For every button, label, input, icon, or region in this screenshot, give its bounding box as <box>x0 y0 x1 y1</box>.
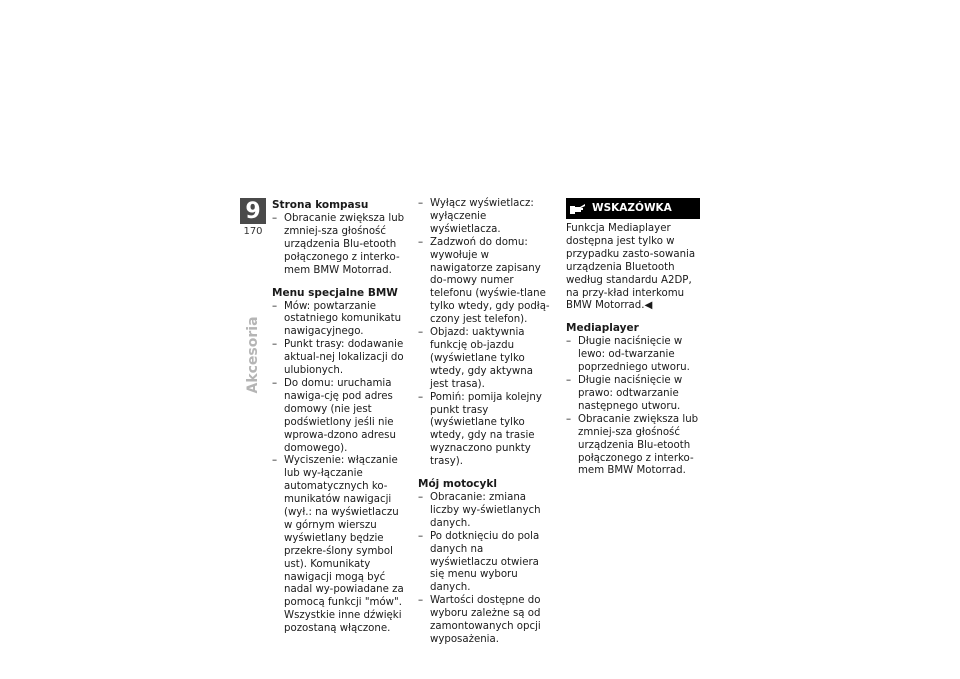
note-text: Funkcja Mediaplayer dostępna jest tylko w przypadku zasto-sowania urządzenia Bluetooth według standardu A2DP, na przy-kład interkomu BMW Motorrad.◀ <box>566 223 696 312</box>
list-item: – Wartości dostępne do wyboru zależne są od zamontowanych opcji wyposażenia. <box>418 595 552 647</box>
heading-bmw-special-menu: Menu specjalne BMW <box>272 286 398 299</box>
list-item: – Długie naciśnięcie w lewo: od-twarzanie poprzedniego utworu. <box>566 336 700 375</box>
heading-compass-page: Strona kompasu <box>272 199 369 211</box>
mediaplayer-list <box>566 336 700 478</box>
page-number: 170 <box>243 226 263 237</box>
list-item: – Wyłącz wyświetlacz: wyłączenie wyświetlacza. <box>418 198 552 237</box>
section-label: Akcesoria <box>245 316 261 394</box>
my-motorcycle-list <box>418 492 552 647</box>
list-item: – Obracanie zwiększa lub zmniej-sza głośność urządzenia Blu-etooth połączonego z interko-mem BMW Motorrad. <box>272 213 408 278</box>
column-2 <box>418 198 552 647</box>
list-item: – Długie naciśnięcie w prawo: odtwarzanie następnego utworu. <box>566 375 700 414</box>
list-item: – Punkt trasy: dodawanie aktual-nej lokalizacji do ulubionych. <box>272 339 408 378</box>
note-header <box>566 198 700 219</box>
heading-mediaplayer: Mediaplayer <box>566 322 639 335</box>
column-3 <box>566 198 700 478</box>
list-item: – Po dotknięciu do pola danych na wyświetlaczu otwiera się menu wyboru danych. <box>418 531 552 596</box>
list-item: – Obracanie: zmiana liczby wy-świetlanych danych. <box>418 492 552 531</box>
list-item: – Do domu: uruchamia nawiga-cję pod adres domowy (nie jest podświetlony jeśli nie wprowa-dzono adresu domowego). <box>272 378 408 455</box>
special-menu-list-cont <box>418 198 552 469</box>
special-menu-list <box>272 301 408 637</box>
note-title: WSKAZÓWKA <box>592 202 672 215</box>
list-item: – Pomiń: pomija kolejny punkt trasy (wyświetlane tylko wtedy, gdy na trasie wyznaczono punkty trasy). <box>418 392 552 469</box>
list-item: – Wyciszenie: włączanie lub wy-łączanie automatycznych ko-munikatów nawigacji (wył.: na wyświetlaczu w górnym wierszu wyświetlany będzie przekre-ślony symbol ust). Komunikaty nawigacji mogą być nadal wy-powiadane za pomocą funkcji "mów". Wszystkie inne dźwięki pozostaną włączone. <box>272 455 408 636</box>
heading-my-motorcycle: Mój motocykl <box>418 478 497 491</box>
chapter-number: 9 <box>240 198 266 224</box>
compass-list <box>272 213 408 278</box>
column-1 <box>272 198 408 636</box>
list-item: – Obracanie zwiększa lub zmniej-sza głośność urządzenia Blu-etooth połączonego z interko-mem BMW Motorrad. <box>566 414 700 479</box>
hand-pointing-icon <box>570 203 586 214</box>
list-item: – Mów: powtarzanie ostatniego komunikatu nawigacyjnego. <box>272 301 408 340</box>
list-item: – Objazd: uaktywnia funkcję ob-jazdu (wyświetlane tylko wtedy, gdy aktywna jest trasa). <box>418 327 552 392</box>
list-item: – Zadzwoń do domu: wywołuje w nawigatorze zapisany do-mowy numer telefonu (wyświe-tlane tylko wtedy, gdy podłą-czony jest telefon). <box>418 237 552 327</box>
